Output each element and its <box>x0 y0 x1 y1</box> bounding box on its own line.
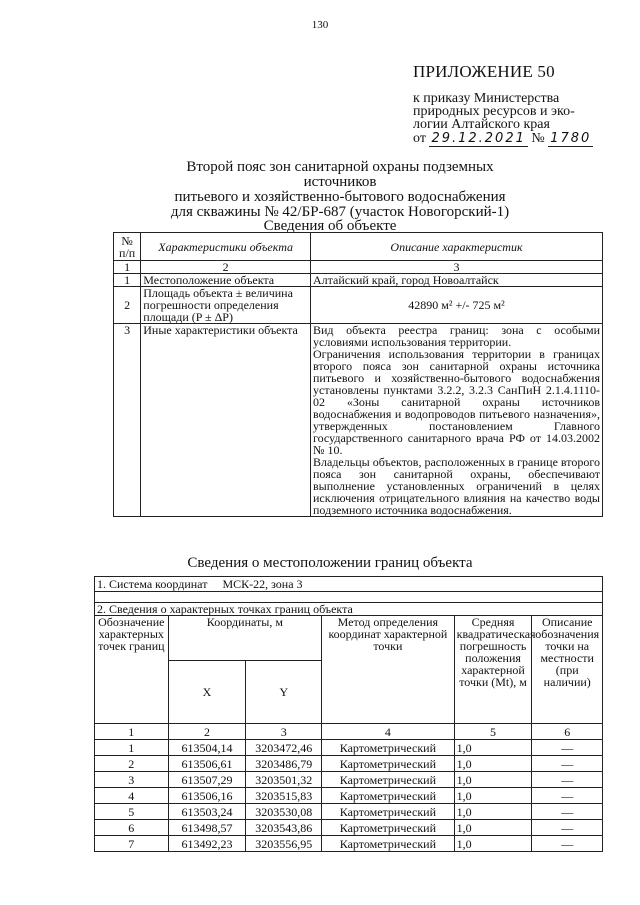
point-method: Картометрический <box>322 756 455 772</box>
point-id: 7 <box>95 836 169 852</box>
x-header: X <box>168 661 246 724</box>
error-header: Средняя квадратическая погрешность положения характерной точки (Mt), м <box>454 616 532 724</box>
title-line: питьевого и хозяйственно-бытового водоснабжения <box>174 189 506 205</box>
table-row <box>95 788 603 804</box>
table-row <box>95 740 603 756</box>
title-line: для скважины № 42/БР-687 (участок Новогорский-1) <box>170 204 510 220</box>
col-desc-header: Описание характеристик <box>311 233 603 261</box>
point-description-header: Описание обозначения точки на местности (при наличии) <box>532 616 603 724</box>
point-description: — <box>532 836 603 852</box>
table-row <box>95 772 603 788</box>
point-mt: 1,0 <box>454 836 532 852</box>
spacer-row <box>95 592 603 603</box>
point-mt: 1,0 <box>454 820 532 836</box>
col-num-header: № п/п <box>114 233 141 261</box>
number-prefix: № <box>531 131 545 146</box>
table-row <box>95 836 603 852</box>
coord-system-row <box>95 577 603 592</box>
boundary-points-table <box>94 576 603 852</box>
point-description: — <box>532 804 603 820</box>
point-description: — <box>532 740 603 756</box>
point-method: Картометрический <box>322 740 455 756</box>
coord-system-label: 1. Система координат <box>97 577 208 591</box>
point-mt: 1,0 <box>454 740 532 756</box>
coord-system-value: МСК-22, зона 3 <box>222 577 303 591</box>
points-heading: 2. Сведения о характерных точках границ объекта <box>95 603 603 616</box>
point-mt: 1,0 <box>454 772 532 788</box>
point-description: — <box>532 772 603 788</box>
point-y: 3203472,46 <box>246 740 322 756</box>
point-mt: 1,0 <box>454 788 532 804</box>
description-paragraph: Владельцы объектов, расположенных в границе второго пояса зон санитарной охраны, обеспечивают выполнение установленных ограничений в целях исключения отрицательного влияния на качество воды подземного источника водоснабжения. <box>313 455 601 517</box>
method-header: Метод определения координат характерной точки <box>322 616 455 724</box>
title-line: Второй пояс зон санитарной охраны подземных источников <box>186 159 494 190</box>
col-number: 2 <box>168 724 246 740</box>
point-x: 613503,24 <box>168 804 246 820</box>
table-row <box>95 820 603 836</box>
points-heading-row <box>95 603 603 616</box>
order-ref-line: к приказу Министерства <box>413 91 560 106</box>
point-y: 3203556,95 <box>246 836 322 852</box>
description-paragraph: Ограничения использования территории в границах второго пояса зон санитарной охраны источника питьевого и хозяйственно-бытового водоснабжения установлены пунктами 3.2.2, 3.2.3 СанПиН 2.1.4.1110-02 «Зоны санитарной охраны источников водоснабжения и водопроводов питьевого назначения», утвержденных постановлением Главного государственного санитарного врача РФ от 14.03.2002 № 10. <box>313 347 600 457</box>
order-ref-line: природных ресурсов и эко- <box>413 104 575 119</box>
row-characteristic: Местоположение объекта <box>141 274 311 287</box>
point-id: 6 <box>95 820 169 836</box>
order-reference <box>413 92 593 131</box>
col-number: 6 <box>532 724 603 740</box>
col-number: 3 <box>246 724 322 740</box>
order-date: 29.12.2021 <box>431 131 526 146</box>
point-x: 613498,57 <box>168 820 246 836</box>
row-number: 2 <box>114 287 141 324</box>
y-header: Y <box>246 661 322 724</box>
point-method: Картометрический <box>322 804 455 820</box>
table-row <box>114 274 603 287</box>
point-x: 613506,61 <box>168 756 246 772</box>
point-y: 3203486,79 <box>246 756 322 772</box>
col-number: 1 <box>95 724 169 740</box>
table-header-row <box>95 616 603 661</box>
row-characteristic: Площадь объекта ± величина погрешности определения площади (P ± ΔP) <box>141 287 311 324</box>
point-method: Картометрический <box>322 788 455 804</box>
point-y: 3203543,86 <box>246 820 322 836</box>
point-method: Картометрический <box>322 772 455 788</box>
order-number: 1780 <box>550 131 592 146</box>
description-paragraph: Вид объекта реестра границ: зона с особыми условиями использования территории. <box>313 323 600 349</box>
row-description: Алтайский край, город Новоалтайск <box>311 274 603 287</box>
point-x: 613504,14 <box>168 740 246 756</box>
point-description: — <box>532 788 603 804</box>
table-row <box>114 324 603 517</box>
point-id: 3 <box>95 772 169 788</box>
row-description: 42890 м² +/- 725 м² <box>311 287 603 324</box>
col-number: 1 <box>114 261 141 274</box>
designation-header: Обозначение характерных точек границ <box>95 616 169 724</box>
point-mt: 1,0 <box>454 756 532 772</box>
column-numbers-row <box>95 724 603 740</box>
point-x: 613506,16 <box>168 788 246 804</box>
point-y: 3203530,08 <box>246 804 322 820</box>
order-date-line <box>413 131 593 147</box>
col-char-header: Характеристики объекта <box>141 233 311 261</box>
row-characteristic: Иные характеристики объекта <box>141 324 311 517</box>
table-row <box>95 756 603 772</box>
object-info-heading: Сведения об объекте <box>263 218 397 234</box>
appendix-title: ПРИЛОЖЕНИЕ 50 <box>413 62 555 81</box>
point-description: — <box>532 820 603 836</box>
point-x: 613507,29 <box>168 772 246 788</box>
table-row <box>95 804 603 820</box>
table-header-row <box>114 233 603 261</box>
boundary-info-heading: Сведения о местоположении границ объекта <box>187 555 473 571</box>
order-ref-line: логии Алтайского края <box>413 117 550 132</box>
document-title <box>150 160 530 220</box>
point-y: 3203501,32 <box>246 772 322 788</box>
point-mt: 1,0 <box>454 804 532 820</box>
point-description: — <box>532 756 603 772</box>
point-id: 4 <box>95 788 169 804</box>
point-x: 613492,23 <box>168 836 246 852</box>
col-number: 4 <box>322 724 455 740</box>
col-number: 3 <box>311 261 603 274</box>
object-info-table <box>113 232 603 517</box>
point-id: 2 <box>95 756 169 772</box>
coords-header: Координаты, м <box>168 616 322 661</box>
row-description <box>311 324 603 517</box>
date-prefix: от <box>413 131 426 146</box>
row-number: 1 <box>114 274 141 287</box>
point-y: 3203515,83 <box>246 788 322 804</box>
col-number: 5 <box>454 724 532 740</box>
row-number: 3 <box>114 324 141 517</box>
point-id: 1 <box>95 740 169 756</box>
point-method: Картометрический <box>322 836 455 852</box>
col-number: 2 <box>141 261 311 274</box>
page-number: 130 <box>311 19 329 31</box>
table-row <box>114 287 603 324</box>
point-id: 5 <box>95 804 169 820</box>
column-numbers-row <box>114 261 603 274</box>
point-method: Картометрический <box>322 820 455 836</box>
